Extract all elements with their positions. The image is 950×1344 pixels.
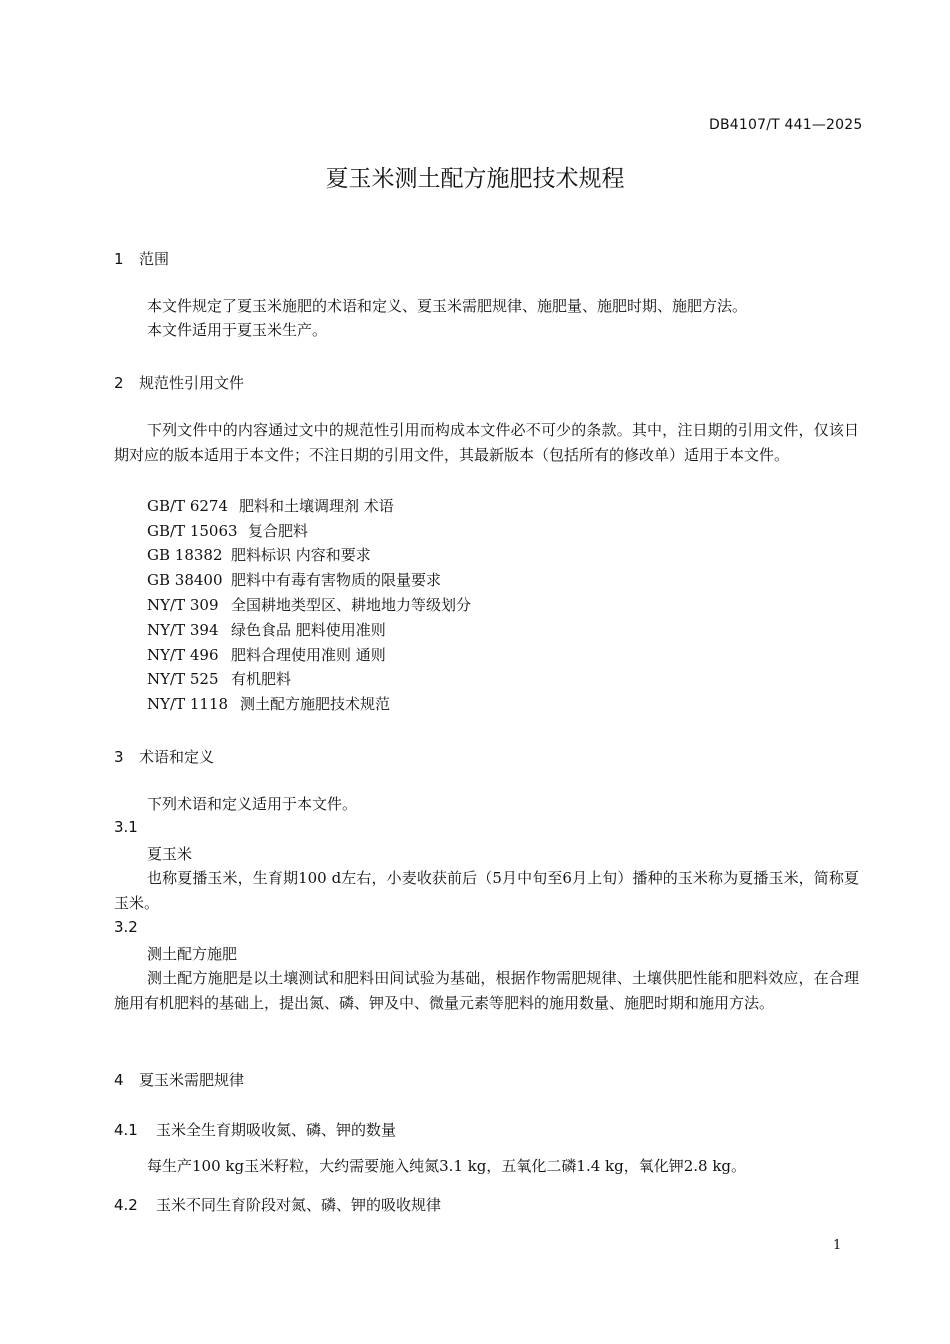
subsection-title: 玉米全生育期吸收氮、磷、钾的数量 (156, 1121, 397, 1139)
reference-item: NY/T 525 有机肥料 (147, 670, 292, 688)
document-code: DB4107/T 441—2025 (709, 117, 863, 133)
section-title: 规范性引用文件 (139, 374, 245, 392)
reference-item: NY/T 394 绿色食品 肥料使用准则 (147, 621, 386, 639)
reference-item: GB 38400 肥料中有毒有害物质的限量要求 (147, 571, 442, 589)
section-title: 术语和定义 (139, 748, 215, 766)
term-name: 夏玉米 (147, 845, 193, 863)
term-number: 3.2 (114, 918, 138, 936)
paragraph: 本文件适用于夏玉米生产。 (147, 321, 328, 339)
subsection-number: 4.1 (114, 1121, 138, 1139)
reference-item: NY/T 496 肥料合理使用准则 通则 (147, 646, 386, 664)
subsection-title: 玉米不同生育阶段对氮、磷、钾的吸收规律 (156, 1196, 442, 1214)
paragraph: 每生产100 kg玉米籽粒，大约需要施入纯氮3.1 kg，五氧化二磷1.4 kg，氧化钾2.8 kg。 (147, 1157, 747, 1175)
section-number: 3 (114, 748, 124, 766)
term-definition: 测土配方施肥是以土壤测试和肥料田间试验为基础，根据作物需肥规律、土壤供肥性能和肥料效应，在合理施用有机肥料的基础上，提出氮、磷、钾及中、微量元素等肥料的施用数量、施肥时期和施用方法。 (114, 969, 859, 1012)
reference-item: NY/T 1118 测土配方施肥技术规范 (147, 695, 391, 713)
section-number: 4 (114, 1071, 124, 1089)
section-4-heading (114, 1069, 244, 1090)
subsection-4-1-heading (114, 1119, 396, 1140)
reference-item: GB/T 6274 肥料和土壤调理剂 术语 (147, 497, 394, 515)
subsection-4-2-heading (114, 1194, 441, 1215)
section-3-heading (114, 746, 214, 767)
section-number: 2 (114, 374, 124, 392)
section-2-heading (114, 372, 244, 393)
reference-item: GB/T 15063 复合肥料 (147, 522, 309, 540)
term-number: 3.1 (114, 818, 138, 836)
section-title: 范围 (139, 250, 170, 268)
paragraph: 下列术语和定义适用于本文件。 (147, 795, 358, 813)
term-name: 测土配方施肥 (147, 945, 238, 963)
reference-item: GB 18382 肥料标识 内容和要求 (147, 546, 371, 564)
term-definition: 也称夏播玉米，生育期100 d左右，小麦收获前后（5月中旬至6月上旬）播种的玉米称为夏播玉米，简称夏玉米。 (114, 869, 859, 912)
paragraph: 下列文件中的内容通过文中的规范性引用而构成本文件必不可少的条款。其中，注日期的引用文件，仅该日期对应的版本适用于本文件；不注日期的引用文件，其最新版本（包括所有的修改单）适用于本文件。 (114, 421, 859, 464)
reference-item: NY/T 309 全国耕地类型区、耕地地力等级划分 (147, 596, 472, 614)
subsection-number: 4.2 (114, 1196, 138, 1214)
section-number: 1 (114, 250, 124, 268)
page-number: 1 (833, 1238, 842, 1253)
document-title: 夏玉米测土配方施肥技术规程 (325, 166, 625, 192)
section-1-heading (114, 248, 169, 269)
paragraph: 本文件规定了夏玉米施肥的术语和定义、夏玉米需肥规律、施肥量、施肥时期、施肥方法。 (147, 297, 748, 315)
section-title: 夏玉米需肥规律 (139, 1071, 245, 1089)
